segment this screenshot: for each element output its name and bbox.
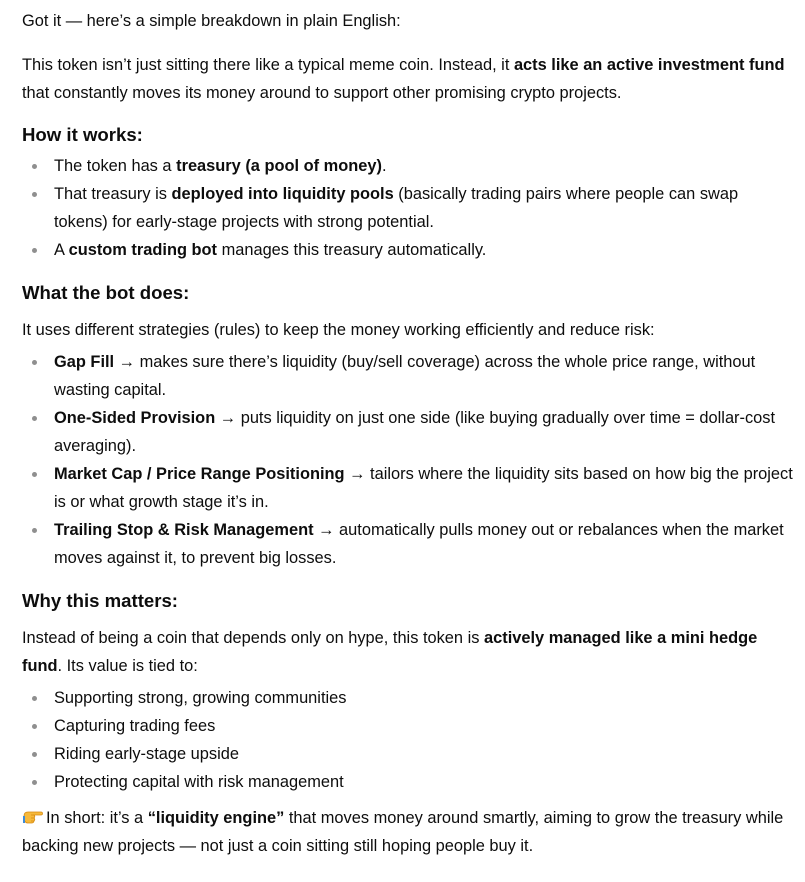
list-item xyxy=(54,180,795,236)
list-item-text: That treasury is xyxy=(54,185,172,203)
strategy-name: One-Sided Provision xyxy=(54,409,216,427)
why-lead-text xyxy=(22,624,795,680)
how-it-works-heading: How it works: xyxy=(22,124,143,145)
list-item xyxy=(54,236,795,264)
strategy-description: → automatically pulls money out or rebalances when the market moves against it, to prevent big losses. xyxy=(54,521,784,567)
strategy-description: → tailors where the liquidity sits based on how big the project is or what growth stage it’s in. xyxy=(54,465,793,511)
list-item-text: manages this treasury automatically. xyxy=(217,241,487,259)
list-item xyxy=(54,152,795,180)
overview-emphasis: acts like an active investment fund xyxy=(513,56,785,74)
strategy-name: Market Cap / Price Range Positioning xyxy=(54,465,345,483)
why-list xyxy=(22,684,795,796)
how-it-works-list xyxy=(22,152,795,264)
bot-lead-text: It uses different strategies (rules) to keep the money working efficiently and reduce risk: xyxy=(22,321,655,339)
strategy-description: → puts liquidity on just one side (like buying gradually over time = dollar-cost averaging). xyxy=(54,409,776,455)
summary-text-end: that moves money around smartly, aiming to grow the treasury while backing new projects — not just a coin sitting still hoping people buy it. xyxy=(22,809,784,855)
list-item: Riding early-stage upside xyxy=(54,740,795,768)
bot-heading: What the bot does: xyxy=(22,282,190,303)
summary-emphasis: “liquidity engine” xyxy=(147,809,285,827)
list-item-text: (basically trading pairs where people can swap tokens) for early-stage projects with strong potential. xyxy=(54,185,739,231)
list-item: Supporting strong, growing communities xyxy=(54,684,795,712)
list-item-emphasis: treasury (a pool of money) xyxy=(176,157,382,175)
why-lead-emphasis: actively managed like a mini hedge fund xyxy=(22,629,758,675)
list-item-text: . xyxy=(381,157,387,175)
list-item-emphasis: deployed into liquidity pools xyxy=(171,185,394,203)
why-lead-start: Instead of being a coin that depends only on hype, this token is xyxy=(22,629,484,647)
pointing-hand-icon xyxy=(22,807,44,825)
strategy-name: Trailing Stop & Risk Management xyxy=(54,521,314,539)
summary-paragraph xyxy=(22,804,795,860)
intro-text: Got it — here’s a simple breakdown in plain English: xyxy=(22,12,401,30)
overview-paragraph xyxy=(22,51,795,107)
overview-text-start: This token isn’t just sitting there like a typical meme coin. Instead, it xyxy=(22,56,514,74)
list-item: Protecting capital with risk management xyxy=(54,768,795,796)
bot-strategies-list xyxy=(22,348,795,572)
summary-text-start: In short: it’s a xyxy=(46,809,148,827)
list-item-text: A xyxy=(54,241,69,259)
list-item xyxy=(54,348,795,404)
strategy-name: Gap Fill xyxy=(54,353,115,371)
strategy-description: → makes sure there’s liquidity (buy/sell coverage) across the whole price range, without wasting capital. xyxy=(54,353,756,399)
list-item xyxy=(54,460,795,516)
overview-text-end: that constantly moves its money around to support other promising crypto projects. xyxy=(22,84,622,102)
why-heading: Why this matters: xyxy=(22,590,179,611)
list-item xyxy=(54,404,795,460)
why-lead-end: . Its value is tied to: xyxy=(57,657,198,675)
list-item-text: The token has a xyxy=(54,157,177,175)
list-item: Capturing trading fees xyxy=(54,712,795,740)
list-item xyxy=(54,516,795,572)
list-item-emphasis: custom trading bot xyxy=(68,241,218,259)
